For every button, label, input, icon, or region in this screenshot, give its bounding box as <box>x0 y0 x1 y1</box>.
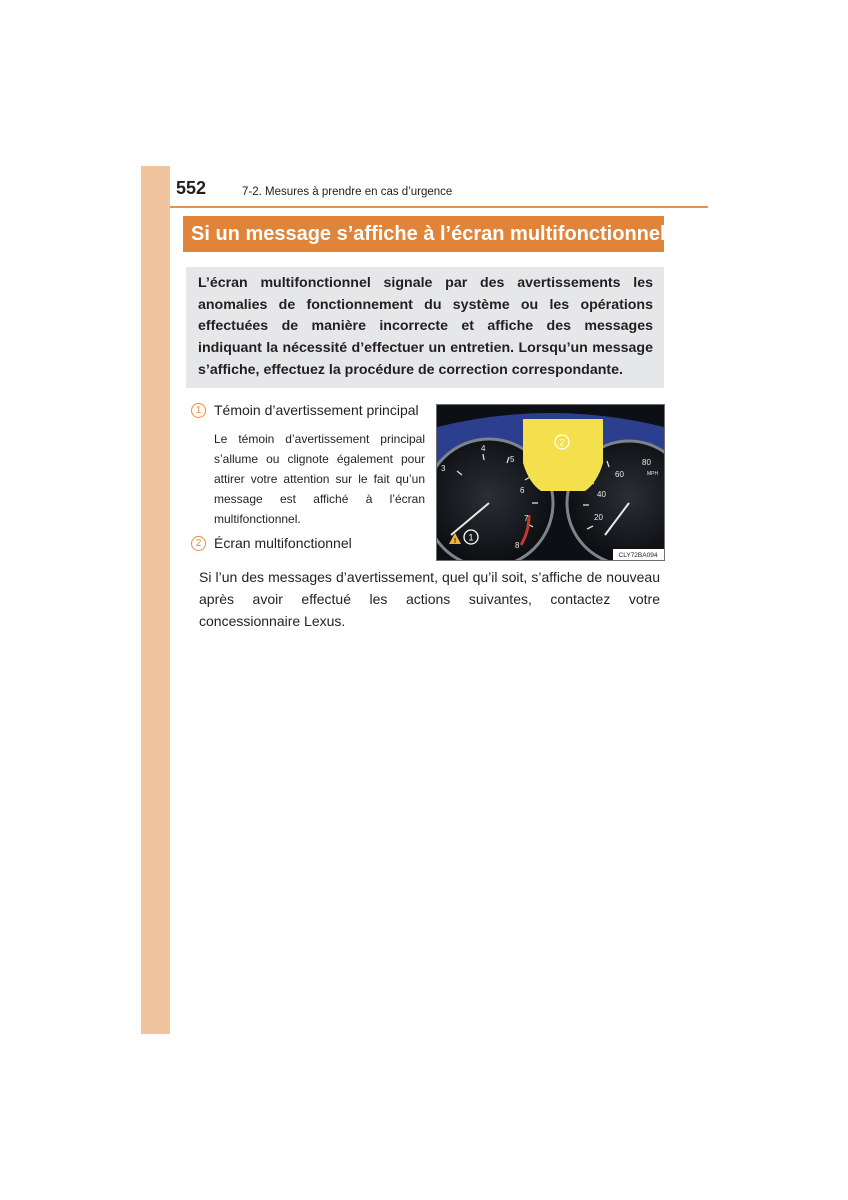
chapter-tab-strip <box>141 166 170 1034</box>
tach-label: 6 <box>520 486 525 495</box>
warning-exclamation: ! <box>453 538 457 545</box>
list-item-master-warning <box>191 402 419 418</box>
tach-label: 4 <box>481 444 486 453</box>
item-description: Le témoin d’avertissement principal s’allume ou clignote également pour attirer votre attention sur le fait qu’un message est affiché à l’écran multifonctionnel. <box>214 432 425 526</box>
speed-label: 20 <box>594 513 603 522</box>
header-rule <box>170 206 708 208</box>
instrument-cluster-illustration <box>437 405 664 560</box>
list-item-multi-display <box>191 535 352 551</box>
page-number: 552 <box>176 178 207 198</box>
speed-label: 60 <box>615 470 624 479</box>
speed-label: 80 <box>642 458 651 467</box>
speed-unit-label: MPH <box>647 471 659 477</box>
speed-label: 40 <box>597 490 606 499</box>
image-code: CLY72BA094 <box>618 552 658 559</box>
multi-information-display <box>523 419 603 491</box>
tach-label: 5 <box>510 455 515 464</box>
item-number-badge: 2 <box>191 536 206 551</box>
section-title: Si un message s’affiche à l’écran multifonctionnel <box>183 216 664 252</box>
callout-2-number: 2 <box>559 437 565 448</box>
callout-1-number: 1 <box>468 532 474 543</box>
closing-paragraph: Si l’un des messages d’avertissement, quel qu’il soit, s’affiche de nouveau après avoir effectué les actions suivantes, contactez votre concessionnaire Lexus. <box>199 569 660 629</box>
item-label: Témoin d’avertissement principal <box>214 402 419 418</box>
intro-box <box>186 267 664 388</box>
instrument-cluster-figure <box>436 404 665 561</box>
item-number-badge: 1 <box>191 403 206 418</box>
intro-text: L’écran multifonctionnel signale par des avertissements les anomalies de fonctionnement du système ou les opérations effectuées de manière incorrecte et affiche des messages indiquant la nécessité d’effectuer un entretien. Lorsqu’un message s’affiche, effectuez la procédure de correction correspondante. <box>198 275 653 378</box>
tach-label: 7 <box>524 514 529 523</box>
breadcrumb: 7-2. Mesures à prendre en cas d’urgence <box>242 186 453 198</box>
tach-label: 3 <box>441 464 446 473</box>
tach-label: 8 <box>515 541 520 550</box>
item-label: Écran multifonctionnel <box>214 535 352 551</box>
